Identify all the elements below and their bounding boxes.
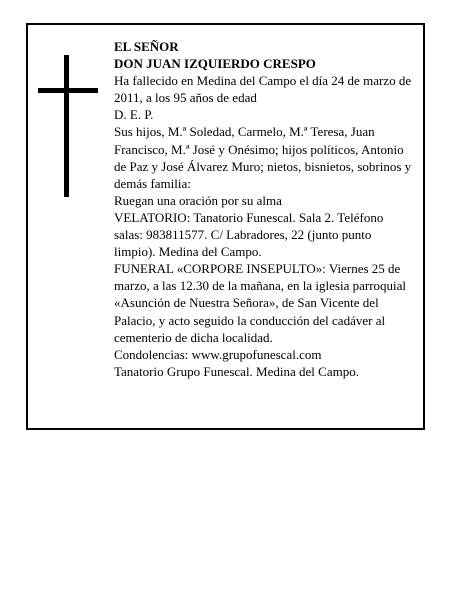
death-announcement: Ha fallecido en Medina del Campo el día 24 de marzo de 2011, a los 95 años de edad (114, 73, 412, 106)
cross-horizontal-bar (38, 88, 98, 93)
notice-title: EL SEÑOR (114, 39, 179, 54)
notice-text (114, 38, 414, 380)
rip-line: D. E. P. (114, 107, 154, 123)
wake-details: VELATORIO: Tanatorio Funescal. Sala 2. Teléfono salas: 983811577. C/ Labradores, 22 (junto punto limpio). Medina del Campo. (114, 209, 384, 260)
prayer-request: Ruegan una oración por su alma (114, 192, 282, 208)
family-list: Sus hijos, M.ª Soledad, Carmelo, M.ª Teresa, Juan Francisco, M.ª José y Onésimo; hijos políticos, Antonio de Paz y José Álvarez Muro; nietos, bisnietos, sobrinos y demás familia: (114, 124, 412, 191)
condolences-line: Condolencias: www.grupofunescal.com (114, 346, 322, 362)
funeral-home-line: Tanatorio Grupo Funescal. Medina del Campo. (114, 363, 359, 379)
cross-icon (38, 55, 98, 197)
deceased-name: DON JUAN IZQUIERDO CRESPO (114, 56, 316, 72)
cross-vertical-bar (64, 55, 69, 197)
funeral-details: FUNERAL «CORPORE INSEPULTO»: Viernes 25 de marzo, a las 12.30 de la mañana, en la iglesia parroquial «Asunción de Nuestra Señora», de San Vicente del Palacio, y acto seguido la conducción del cadáver al cementerio de dicha localidad. (114, 261, 407, 345)
